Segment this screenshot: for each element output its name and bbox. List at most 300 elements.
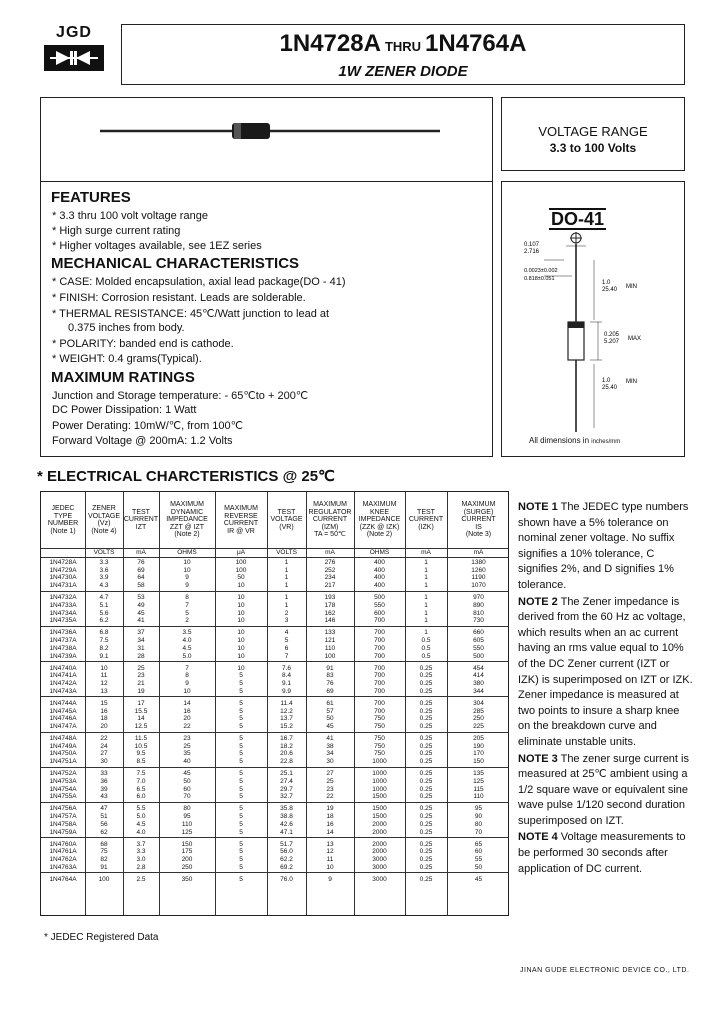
table-cell: 10 [237, 582, 245, 590]
table-cell-type: 1N4761A [49, 848, 77, 856]
table-cell: 7.0 [136, 777, 146, 785]
table-cell: 5 [239, 820, 243, 828]
table-cell: 38.8 [280, 813, 293, 821]
table-cell: 250 [473, 715, 484, 723]
table-cell: 41 [326, 735, 334, 742]
max-ratings-title: MAXIMUM RATINGS [51, 369, 195, 386]
table-cell: 3.3 [99, 559, 109, 566]
feature-item: * High surge current rating [52, 225, 181, 237]
table-cell: 15.5 [134, 707, 148, 715]
table-cell: 344 [473, 687, 484, 695]
table-cell: 21 [137, 680, 145, 687]
table-cell: 5 [239, 680, 243, 687]
table-cell: 22 [100, 735, 108, 742]
table-cell-type: 1N4731A [49, 582, 77, 590]
table-cell: 700 [374, 707, 385, 715]
table-cell: 0.25 [419, 687, 433, 695]
table-header-line: (SURGE) [463, 508, 494, 516]
table-cell: 68 [100, 840, 108, 848]
table-cell-type: 1N4749A [49, 742, 77, 750]
table-header-cell [123, 509, 159, 532]
table-cell: 4.0 [136, 828, 146, 836]
table-cell: 750 [374, 722, 385, 730]
table-cell: 18 [100, 715, 108, 723]
table-cell: 605 [473, 637, 484, 645]
table-group-divider [41, 696, 508, 697]
table-cell-type: 1N4751A [49, 758, 77, 766]
note-3: NOTE 3 The zener surge current is measured at 25℃ ambient using a 1/2 square wave or equivalent sine wave pulse 1/120 second duration superimposed on IZT. [518, 752, 689, 827]
table-cell: 10 [237, 637, 245, 645]
table-cell: 150 [473, 758, 484, 766]
table-cell: 5 [239, 770, 243, 778]
thru-label: THRU [384, 39, 422, 54]
table-cell: 400 [374, 566, 385, 574]
table-cell: 6.8 [99, 629, 109, 637]
table-header-cell [447, 501, 510, 539]
table-cell-type: 1N4760A [49, 840, 77, 848]
table-cell: 40 [183, 758, 191, 766]
table-header-line: (Note 3) [465, 531, 492, 539]
table-cell: 7.6 [281, 664, 292, 672]
table-cell-type: 1N4728A [49, 559, 77, 566]
table-cell: 9.5 [136, 750, 146, 758]
dim-body-mm: 5.207 [604, 339, 620, 345]
max-rating-item: Power Derating: 10mW/℃, from 100℃ [52, 420, 243, 432]
electrical-table [40, 491, 509, 916]
table-cell: 60 [183, 785, 191, 793]
table-cell: 0.25 [419, 699, 433, 707]
dim-top-len-mm: 25.40 [602, 287, 618, 293]
table-cell: 110 [473, 793, 484, 801]
table-cell: 3.9 [99, 574, 109, 582]
part-from: 1N4728A [279, 30, 381, 57]
table-cell: 10 [183, 566, 191, 574]
table-group-divider [41, 591, 508, 592]
package-name: DO-41 [551, 209, 605, 229]
table-cell: 27.4 [280, 777, 293, 785]
company-name: JINAN GUDE ELECTRONIC DEVICE CO., LTD. [520, 967, 690, 974]
table-header-line: MAXIMUM [313, 501, 347, 509]
table-header-line: (Note 1) [50, 527, 76, 535]
table-cell: 5 [239, 813, 243, 821]
table-cell: 41 [137, 617, 145, 625]
table-cell: 15.2 [280, 722, 293, 730]
table-cell: 225 [473, 722, 484, 730]
brand-logo-text: JGD [56, 24, 92, 41]
table-cell: 750 [374, 715, 385, 723]
table-cell: 0.25 [419, 770, 433, 778]
table-cell: 23 [326, 785, 334, 793]
table-cell: 500 [473, 652, 484, 660]
table-header-line: ZZT @ IZT [169, 523, 205, 531]
table-header-line: MAXIMUM [461, 501, 496, 509]
table-unit-cell: OHMS [369, 549, 390, 556]
table-cell: 53 [137, 594, 145, 602]
table-cell: 380 [473, 680, 484, 687]
table-cell: 20 [183, 715, 191, 723]
table-cell: 58 [137, 582, 145, 590]
table-cell: 9 [185, 574, 189, 582]
table-cell: 0.25 [419, 672, 433, 680]
table-cell: 12.5 [134, 722, 148, 730]
table-cell: 175 [181, 848, 193, 856]
table-cell: 8.4 [281, 672, 292, 680]
table-cell-type: 1N4752A [49, 770, 77, 778]
table-cell: 39 [100, 785, 108, 793]
table-cell: 37 [137, 629, 145, 637]
table-cell: 276 [324, 559, 336, 566]
dim-lead-in: 0.0023±0.002 [524, 268, 558, 274]
table-cell: 5 [239, 848, 243, 856]
table-cell: 8.2 [99, 644, 109, 652]
table-cell-type: 1N4756A [49, 805, 77, 813]
table-cell: 2 [284, 609, 289, 617]
table-cell: 0.25 [419, 664, 433, 672]
table-cell: 700 [374, 687, 385, 695]
table-cell: 1 [424, 574, 428, 582]
table-header-line: VOLTAGE [270, 516, 303, 524]
table-group-divider [41, 626, 508, 627]
table-cell: 5.1 [99, 601, 109, 609]
table-cell: 47.1 [280, 828, 293, 836]
table-cell: 11 [100, 672, 108, 680]
table-cell: 190 [473, 742, 484, 750]
table-cell: 1 [424, 594, 428, 602]
table-cell: 1000 [372, 785, 387, 793]
table-cell: 62.2 [280, 856, 293, 863]
table-cell: 3 [284, 617, 289, 625]
table-cell: 20.6 [280, 750, 293, 758]
table-cell: 23 [183, 735, 191, 742]
table-cell: 8.5 [136, 758, 146, 766]
dimension-note-prefix: All dimensions in [529, 436, 590, 445]
table-cell: 730 [473, 617, 484, 625]
table-cell: 5 [239, 735, 243, 742]
table-cell-type: 1N4764A [49, 875, 77, 883]
table-header-line: MAXIMUM [362, 501, 397, 509]
table-cell: 80 [183, 805, 191, 813]
table-cell: 6.2 [99, 617, 109, 625]
table-header-line: CURRENT [123, 516, 159, 524]
note-2: NOTE 2 The Zener impedance is derived from the 60 Hz ac voltage, which results when an ac current having an rms value equal to 10% of the DC Zener current (IZT or IZK) is superimposed on IZT or IZK. Zener impedance is measured at two points to insure a sharp knee on the breakdown curve and eliminate unstable units. [518, 595, 693, 748]
mechanical-item: * WEIGHT: 0.4 grams(Typical). [52, 353, 202, 365]
table-cell: 7.5 [99, 637, 109, 645]
table-cell: 49 [137, 601, 145, 609]
table-cell: 69 [137, 566, 145, 574]
table-cell: 23 [137, 672, 145, 680]
table-unit-cell: mA [421, 549, 431, 556]
table-header-cell [159, 501, 215, 539]
table-header-line: TA = 50℃ [314, 531, 346, 539]
table-cell: 5.5 [136, 805, 146, 813]
table-cell: 0.5 [421, 644, 431, 652]
table-cell: 0.25 [419, 863, 433, 871]
dim-lead-mm: 0.818±0.051 [524, 276, 555, 282]
table-header-line: TEST [417, 508, 435, 516]
table-header-line: (ZZK @ IZK) [359, 523, 400, 531]
table-cell: 82 [100, 856, 108, 863]
table-cell: 0.25 [419, 735, 433, 742]
table-cell: 64 [137, 574, 145, 582]
table-cell: 95 [474, 805, 483, 813]
table-header-line: REVERSE [224, 512, 258, 520]
table-cell: 217 [324, 582, 336, 590]
table-cell: 51 [100, 813, 108, 821]
table-cell: 5 [239, 742, 243, 750]
table-cell: 0.25 [419, 793, 433, 801]
table-cell: 11.5 [134, 735, 148, 742]
table-cell: 0.25 [419, 758, 433, 766]
table-cell: 700 [374, 699, 385, 707]
table-header-cell [354, 501, 405, 539]
table-cell: 1 [424, 582, 428, 590]
table-header-line: CURRENT [223, 520, 259, 527]
table-cell: 75 [100, 848, 108, 856]
table-cell-type: 1N4754A [49, 785, 77, 793]
table-cell: 0.25 [419, 805, 433, 813]
table-cell: 38 [326, 742, 334, 750]
table-cell: 2.8 [136, 863, 146, 871]
dim-bottom-min: MIN [626, 379, 637, 385]
table-cell: 4.7 [99, 594, 109, 602]
table-header-line: NUMBER [47, 520, 79, 527]
table-cell: 56.0 [280, 848, 293, 856]
table-cell: 7 [284, 652, 289, 660]
table-cell: 750 [374, 742, 385, 750]
table-cell-type: 1N4746A [49, 715, 77, 723]
table-cell: 11.4 [280, 699, 293, 707]
table-cell: 3.3 [136, 848, 146, 856]
table-cell: 5 [239, 856, 243, 863]
table-cell: 69 [326, 687, 334, 695]
table-cell: 5 [239, 722, 243, 730]
table-cell: 178 [324, 601, 336, 609]
table-cell: 43 [100, 793, 108, 801]
table-cell: 34 [326, 750, 334, 758]
table-cell: 5 [239, 785, 243, 793]
table-cell-type: 1N4741A [49, 672, 77, 680]
table-cell: 51.7 [280, 840, 293, 848]
dimension-note-units: inches/mm [591, 439, 621, 445]
dim-bottom-len-in: 1.0 [602, 378, 611, 384]
feature-item: * 3.3 thru 100 volt voltage range [52, 210, 208, 222]
table-cell: 20 [100, 722, 108, 730]
table-cell: 10 [183, 687, 191, 695]
table-header-line: (VR) [279, 523, 294, 531]
table-cell: 25 [326, 777, 334, 785]
table-cell: 31 [137, 644, 145, 652]
table-cell: 91 [326, 664, 334, 672]
divider [40, 181, 493, 182]
table-cell: 162 [324, 609, 336, 617]
table-cell: 5 [239, 758, 243, 766]
table-cell: 50 [326, 715, 334, 723]
table-header-line: IR @ VR [227, 527, 255, 535]
table-header-line: IZT [135, 523, 147, 531]
table-cell: 550 [374, 601, 385, 609]
note-1: NOTE 1 The JEDEC type numbers shown have a 5% tolerance on nominal zener voltage. No suffix signifies a 10% tolerance, C signifies 2%, and D signifies 1% tolerance. [518, 501, 689, 591]
table-cell-type: 1N4738A [49, 644, 77, 652]
table-cell: 5 [239, 863, 243, 871]
table-cell: 5 [239, 777, 243, 785]
table-cell: 5 [284, 637, 289, 645]
table-cell: 1500 [372, 793, 387, 801]
table-group-divider [41, 767, 508, 768]
table-cell: 5.0 [182, 652, 192, 660]
table-cell: 45 [183, 770, 191, 778]
feature-item: * Higher voltages available, see 1EZ series [52, 240, 262, 252]
diode-component-icon [100, 118, 440, 144]
table-cell: 3.6 [99, 566, 109, 574]
table-cell: 0.25 [419, 750, 433, 758]
table-cell: 60 [474, 848, 483, 856]
table-cell: 50 [183, 777, 191, 785]
table-cell: 22 [183, 722, 191, 730]
table-cell-type: 1N4759A [49, 828, 77, 836]
table-cell: 1260 [471, 566, 486, 574]
table-cell: 27 [100, 750, 108, 758]
table-cell: 5 [239, 828, 243, 836]
table-cell: 45 [326, 722, 334, 730]
mechanical-title: MECHANICAL CHARACTERISTICS [51, 255, 300, 272]
note-4: NOTE 4 Voltage measurements to be performed 30 seconds after application of DC current. [518, 831, 686, 875]
table-cell: 3000 [372, 856, 387, 863]
table-cell: 100 [324, 652, 336, 660]
table-cell: 135 [473, 770, 484, 778]
table-cell-type: 1N4747A [49, 722, 77, 730]
table-cell: 10.5 [134, 742, 148, 750]
table-cell: 57 [326, 707, 334, 715]
table-cell: 83 [326, 672, 334, 680]
table-cell: 50 [237, 574, 245, 582]
table-cell: 12.2 [280, 707, 293, 715]
table-cell: 10 [326, 863, 334, 871]
table-cell: 700 [374, 617, 385, 625]
table-cell: 1380 [471, 559, 486, 566]
table-cell-type: 1N4735A [49, 617, 77, 625]
table-cell: 4.3 [99, 582, 109, 590]
table-cell: 10 [237, 617, 245, 625]
table-cell: 18.2 [280, 742, 293, 750]
max-rating-item: Forward Voltage @ 200mA: 1.2 Volts [52, 435, 233, 447]
table-cell: 25 [183, 742, 191, 750]
table-cell-type: 1N4737A [49, 637, 77, 645]
table-cell: 22 [326, 793, 334, 801]
table-cell: 1 [284, 566, 289, 574]
table-cell: 1000 [372, 777, 387, 785]
table-cell: 414 [473, 672, 484, 680]
table-header-line: (IZM) [321, 523, 339, 531]
notes-column [518, 500, 693, 878]
dim-top-len-in: 1.0 [602, 280, 611, 286]
table-group-divider [41, 872, 508, 873]
table-cell: 700 [374, 652, 385, 660]
table-group-divider [41, 661, 508, 662]
table-cell: 14 [137, 715, 145, 723]
table-cell: 285 [473, 707, 484, 715]
table-cell: 700 [374, 672, 385, 680]
table-cell: 69.2 [280, 863, 293, 871]
mechanical-item-continued: 0.375 inches from body. [68, 322, 185, 334]
table-cell: 62 [100, 828, 108, 836]
table-header-line: JEDEC [51, 505, 75, 512]
table-cell-type: 1N4762A [49, 856, 77, 863]
table-cell: 0.25 [419, 680, 433, 687]
table-cell-type: 1N4755A [49, 793, 77, 801]
table-cell-type: 1N4733A [49, 601, 77, 609]
table-header-cell [267, 509, 306, 532]
table-cell-type: 1N4730A [49, 574, 77, 582]
table-header-cell [306, 501, 354, 539]
table-unit-cell: VOLTS [93, 549, 115, 556]
table-cell: 10 [237, 652, 245, 660]
table-cell: 5 [239, 687, 243, 695]
table-cell: 5 [239, 793, 243, 801]
table-cell: 25 [137, 664, 145, 672]
table-cell: 500 [374, 594, 385, 602]
dim-lead-dia-in: 0.107 [524, 242, 540, 248]
table-cell: 0.5 [421, 652, 431, 660]
mechanical-item: * FINISH: Corrosion resistant. Leads are solderable. [52, 292, 306, 304]
table-header-line: IMPEDANCE [166, 516, 208, 524]
table-cell-type: 1N4763A [49, 863, 77, 871]
table-cell: 1 [424, 629, 428, 637]
table-cell: 10 [237, 664, 245, 672]
table-cell: 1070 [471, 582, 486, 590]
table-cell-type: 1N4748A [49, 735, 77, 742]
table-header-line: MAXIMUM [224, 505, 258, 512]
table-cell: 9 [185, 680, 189, 687]
table-unit-cell: mA [325, 549, 335, 556]
table-unit-cell: mA [136, 549, 146, 556]
table-cell: 400 [374, 574, 385, 582]
table-header-line: TYPE [53, 512, 73, 520]
table-cell: 3.0 [136, 856, 146, 863]
table-header-line: IS [475, 523, 482, 531]
table-cell: 5 [239, 699, 243, 707]
table-cell: 0.25 [419, 715, 433, 723]
table-cell: 810 [473, 609, 484, 617]
table-cell: 700 [374, 680, 385, 687]
table-cell: 2000 [372, 820, 387, 828]
table-group-divider [41, 732, 508, 733]
table-cell: 1 [284, 594, 289, 602]
package-outline-diagram [520, 232, 680, 442]
table-cell: 400 [374, 582, 385, 590]
table-cell: 100 [98, 875, 110, 883]
table-header-line: (Vz) [97, 520, 111, 527]
table-cell: 115 [473, 785, 484, 793]
table-cell: 35.8 [280, 805, 293, 813]
table-cell: 304 [473, 699, 484, 707]
table-cell-type: 1N4757A [49, 813, 77, 821]
table-cell: 2000 [372, 848, 387, 856]
table-cell: 28 [137, 652, 145, 660]
table-cell: 1 [424, 601, 428, 609]
table-cell: 4.0 [182, 637, 192, 645]
table-cell: 91 [100, 863, 108, 871]
table-cell: 8 [185, 672, 189, 680]
table-cell: 70 [474, 828, 483, 836]
table-cell: 133 [324, 629, 336, 637]
table-cell: 1500 [372, 813, 387, 821]
table-cell: 0.25 [419, 785, 433, 793]
table-cell: 9.1 [99, 652, 109, 660]
table-cell: 700 [374, 629, 385, 637]
table-cell: 56 [100, 820, 108, 828]
table-cell: 6.5 [136, 785, 146, 793]
table-header-cell [41, 505, 85, 535]
